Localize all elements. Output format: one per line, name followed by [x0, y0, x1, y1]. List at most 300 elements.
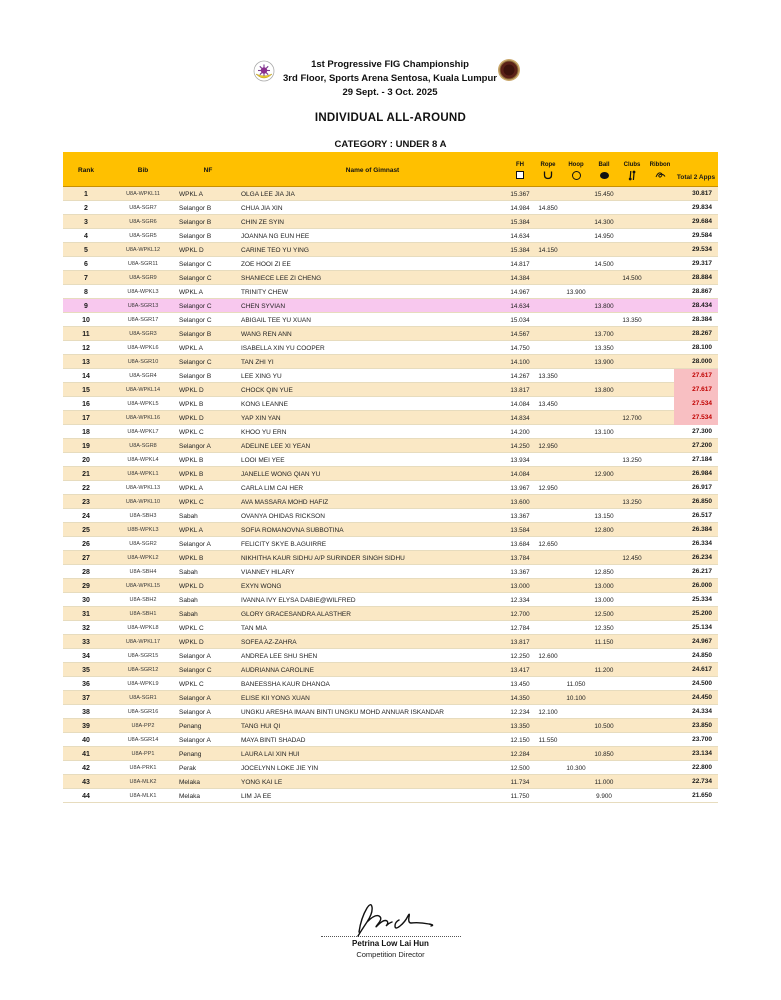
rank-cell: 39 [82, 722, 90, 730]
section-title: INDIVIDUAL ALL-AROUND [314, 112, 467, 124]
nf-cell: WPKL B [179, 456, 204, 464]
total-cell: 26.917 [692, 484, 712, 491]
bib-cell: U8A-WPKL2 [127, 555, 159, 561]
total-cell: 25.200 [692, 610, 712, 617]
total-cell: 27.534 [674, 411, 718, 425]
fh-score-cell: 13.350 [510, 722, 530, 730]
gymnast-name-cell: IVANNA IVY ELYSA DABIE@WILFRED [241, 596, 356, 604]
table-row [63, 453, 718, 467]
rank-cell: 29 [82, 582, 90, 590]
total-cell: 26.384 [692, 526, 712, 533]
table-row [63, 285, 718, 299]
ball-score-cell: 11.200 [594, 666, 614, 674]
nf-cell: Sabah [179, 610, 198, 618]
table-row [63, 551, 718, 565]
clubs-score-cell: 12.450 [622, 554, 642, 562]
fh-score-cell: 14.634 [510, 302, 530, 310]
ball-score-cell: 11.000 [594, 778, 614, 786]
fh-score-cell: 15.367 [510, 190, 530, 198]
total-cell: 28.884 [692, 274, 712, 281]
bib-cell: U8A-SGR4 [129, 373, 157, 379]
table-row [63, 383, 718, 397]
clubs-score-cell: 12.700 [622, 414, 642, 422]
nf-cell: Selangor C [179, 316, 212, 324]
bib-cell: U8A-PRK1 [129, 765, 157, 771]
gymnast-name-cell: OVANYA OHIDAS RICKSON [241, 512, 325, 520]
venue-line: 3rd Floor, Sports Arena Sentosa, Kuala Lumpur [283, 73, 497, 84]
gymnast-name-cell: CARLA LIM CAI HER [241, 484, 304, 492]
nf-cell: Melaka [179, 778, 200, 786]
rank-cell: 18 [82, 428, 90, 436]
nf-cell: Selangor A [179, 540, 211, 548]
fh-score-cell: 14.084 [510, 400, 530, 408]
fh-score-cell: 14.750 [510, 344, 530, 352]
table-row [63, 243, 718, 257]
fh-score-cell: 13.417 [510, 666, 530, 674]
clubs-label: Clubs [623, 161, 641, 168]
fh-score-cell: 13.784 [510, 554, 530, 562]
ribbon-label: Ribbon [649, 161, 671, 168]
bib-cell: U8A-SGR5 [129, 233, 157, 239]
table-row [63, 495, 718, 509]
bib-cell: U8A-WPKL7 [127, 429, 159, 435]
total-cell: 26.984 [692, 470, 712, 477]
nf-cell: WPKL B [179, 554, 204, 562]
bib-cell: U8A-WPKL1 [127, 471, 159, 477]
nf-cell: Perak [179, 764, 196, 772]
gymnast-name-cell: MAYA BINTI SHADAD [241, 736, 306, 744]
table-row [63, 411, 718, 425]
bib-cell: U8A-SGR17 [127, 317, 159, 323]
total-cell: 27.184 [692, 456, 712, 463]
bib-cell: U8A-SGR13 [127, 303, 159, 309]
gymnast-name-cell: AUDRIANNA CAROLINE [241, 666, 314, 674]
rank-cell: 15 [82, 386, 90, 394]
ball-score-cell: 13.100 [594, 428, 614, 436]
nf-cell: Selangor C [179, 274, 212, 282]
signature-block [0, 898, 781, 959]
bib-cell: U8A-SGR2 [129, 541, 157, 547]
gymnast-name-cell: JOCELYNN LOKE JIE YIN [241, 764, 319, 772]
total-cell: 27.617 [674, 383, 718, 397]
fh-score-cell: 14.984 [510, 204, 530, 212]
rope-score-cell: 12.100 [538, 708, 558, 716]
fh-score-cell: 14.267 [510, 372, 530, 380]
total-cell: 26.217 [692, 568, 712, 575]
gymnast-name-cell: ISABELLA XIN YU COOPER [241, 344, 325, 352]
bib-cell: U8A-SGR8 [129, 443, 157, 449]
rope-u-curve-icon [543, 170, 553, 181]
ball-score-cell: 12.500 [594, 610, 614, 618]
gymnast-name-cell: CHUA JIA XIN [241, 204, 283, 212]
signature-line [321, 936, 461, 937]
fh-score-cell: 12.700 [510, 610, 530, 618]
table-row [63, 355, 718, 369]
rank-cell: 27 [82, 554, 90, 562]
nf-cell: Penang [179, 750, 202, 758]
nf-cell: Sabah [179, 568, 198, 576]
bib-cell: U8A-SGR9 [129, 275, 157, 281]
bib-cell: U8A-WPKL13 [125, 485, 161, 491]
clubs-score-cell: 13.350 [622, 316, 642, 324]
gymnast-name-cell: ZOE HOOI ZI EE [241, 260, 291, 268]
nf-cell: WPKL C [179, 428, 204, 436]
gymnast-name-cell: TAN ZHI YI [241, 358, 274, 366]
rank-cell: 3 [84, 218, 88, 226]
ribbon-spiral-icon [655, 170, 666, 181]
total-cell: 29.834 [692, 204, 712, 211]
fh-score-cell: 14.567 [510, 330, 530, 338]
rank-cell: 24 [82, 512, 90, 520]
gymnast-name-cell: BANEESSHA KAUR DHANOA [241, 680, 330, 688]
rank-cell: 1 [84, 190, 88, 198]
filled-ball-icon [600, 170, 609, 181]
clubs-score-cell: 13.250 [622, 456, 642, 464]
nf-cell: Selangor A [179, 442, 211, 450]
nf-cell: WPKL D [179, 246, 204, 254]
total-cell: 24.850 [692, 652, 712, 659]
table-row [63, 579, 718, 593]
nf-cell: Selangor C [179, 302, 212, 310]
fh-score-cell: 14.817 [510, 260, 530, 268]
total-cell: 24.967 [692, 638, 712, 645]
fh-score-cell: 13.600 [510, 498, 530, 506]
rank-cell: 4 [84, 232, 88, 240]
bib-cell: U8A-WPKL3 [127, 289, 159, 295]
championship-title: 1st Progressive FIG Championship [311, 59, 469, 70]
rank-cell: 20 [82, 456, 90, 464]
fh-score-cell: 13.817 [510, 386, 530, 394]
fh-score-cell: 12.234 [510, 708, 530, 716]
gymnast-name-cell: YONG KAI LE [241, 778, 283, 786]
total-cell: 28.000 [692, 358, 712, 365]
rank-cell: 16 [82, 400, 90, 408]
ball-score-cell: 12.850 [594, 568, 614, 576]
bib-cell: U8A-WPKL5 [127, 401, 159, 407]
gymnast-name-cell: YAP XIN YAN [241, 414, 281, 422]
date-line: 29 Sept. - 3 Oct. 2025 [342, 87, 438, 98]
bib-cell: U8A-SGR14 [127, 737, 159, 743]
nf-cell: WPKL C [179, 498, 204, 506]
fh-score-cell: 13.817 [510, 638, 530, 646]
nf-cell: Selangor A [179, 694, 211, 702]
rank-cell: 22 [82, 484, 90, 492]
gymnast-name-cell: GLORY GRACESANDRA ALASTHER [241, 610, 351, 618]
bib-cell: U8B-WPKL3 [127, 527, 159, 533]
bib-cell: U8A-SBH3 [129, 513, 157, 519]
gymnast-name-cell: VIANNEY HILARY [241, 568, 295, 576]
table-row [63, 565, 718, 579]
total-cell: 25.334 [692, 596, 712, 603]
gymnast-name-cell: KHOO YU ERN [241, 428, 287, 436]
total-cell: 27.200 [692, 442, 712, 449]
table-row [63, 327, 718, 341]
nf-cell: Selangor B [179, 232, 212, 240]
total-cell: 28.867 [692, 288, 712, 295]
total-cell: 28.434 [692, 302, 712, 309]
rope-score-cell: 12.950 [538, 484, 558, 492]
nf-cell: WPKL A [179, 526, 203, 534]
nf-cell: Selangor B [179, 204, 212, 212]
fh-score-cell: 13.450 [510, 680, 530, 688]
clubs-score-cell: 13.250 [622, 498, 642, 506]
hoop-score-cell: 10.300 [566, 764, 586, 772]
ball-score-cell: 13.000 [594, 582, 614, 590]
category-label: CATEGORY : UNDER 8 A [334, 139, 447, 150]
nf-cell: Selangor C [179, 358, 212, 366]
table-row [63, 425, 718, 439]
table-row [63, 439, 718, 453]
rank-cell: 32 [82, 624, 90, 632]
gymnast-name-cell: KONG LEANNE [241, 400, 288, 408]
nf-cell: WPKL B [179, 400, 204, 408]
nf-cell: WPKL A [179, 288, 203, 296]
rank-cell: 35 [82, 666, 90, 674]
rank-cell: 42 [82, 764, 90, 772]
fh-score-cell: 12.334 [510, 596, 530, 604]
rank-cell: 21 [82, 470, 90, 478]
total-cell: 29.317 [692, 260, 712, 267]
bib-cell: U8A-WPKL14 [125, 387, 161, 393]
gymnast-name-cell: LEE XING YU [241, 372, 282, 380]
table-row [63, 341, 718, 355]
rank-cell: 2 [84, 204, 88, 212]
rope-score-cell: 12.950 [538, 442, 558, 450]
gymnast-name-cell: CARINE TEO YU YING [241, 246, 309, 254]
ball-score-cell: 13.150 [594, 512, 614, 520]
ball-score-cell: 14.500 [594, 260, 614, 268]
table-row [63, 719, 718, 733]
total-cell: 26.517 [692, 512, 712, 519]
column-header-total: Total 2 Apps [676, 174, 716, 181]
gymnast-name-cell: JANELLE WONG QIAN YU [241, 470, 321, 478]
bib-cell: U8A-MLK1 [129, 793, 157, 799]
rope-score-cell: 13.450 [538, 400, 558, 408]
hoop-score-cell: 10.100 [566, 694, 586, 702]
fh-score-cell: 13.000 [510, 582, 530, 590]
gymnast-name-cell: JOANNA NG EUN HEE [241, 232, 310, 240]
ball-score-cell: 12.900 [594, 470, 614, 478]
rank-cell: 30 [82, 596, 90, 604]
gymnast-name-cell: AVA MASSARA MOHD HAFIZ [241, 498, 329, 506]
gymnast-name-cell: LOOI MEI YEE [241, 456, 285, 464]
total-cell: 23.700 [692, 736, 712, 743]
table-row [63, 187, 718, 201]
ball-score-cell: 11.150 [594, 638, 614, 646]
ball-score-cell: 13.800 [594, 302, 614, 310]
gymnast-name-cell: SOFIA ROMANOVNA SUBBOTINA [241, 526, 344, 534]
total-cell: 22.800 [692, 764, 712, 771]
ball-score-cell: 12.350 [594, 624, 614, 632]
total-cell: 26.334 [692, 540, 712, 547]
table-row [63, 593, 718, 607]
table-row [63, 747, 718, 761]
rank-cell: 7 [84, 274, 88, 282]
total-cell: 26.000 [692, 582, 712, 589]
bib-cell: U8A-MLK2 [129, 779, 157, 785]
rank-cell: 17 [82, 414, 90, 422]
table-row [63, 299, 718, 313]
fh-score-cell: 14.834 [510, 414, 530, 422]
nf-cell: Sabah [179, 512, 198, 520]
rope-label: Rope [540, 161, 556, 168]
fh-score-cell: 12.250 [510, 652, 530, 660]
gymnast-name-cell: ELISE KII YONG XUAN [241, 694, 310, 702]
nf-cell: WPKL C [179, 624, 204, 632]
column-header-bib: Bib [137, 166, 149, 174]
column-header-fh [506, 152, 534, 188]
nf-cell: WPKL B [179, 470, 204, 478]
bib-cell: U8A-WPKL8 [127, 625, 159, 631]
total-cell: 27.300 [692, 428, 712, 435]
handwritten-signature [331, 898, 451, 940]
total-cell: 24.450 [692, 694, 712, 701]
ball-score-cell: 14.950 [594, 232, 614, 240]
table-row [63, 649, 718, 663]
gymnast-name-cell: WANG REN ANN [241, 330, 292, 338]
rank-cell: 37 [82, 694, 90, 702]
clubs-pair-icon [627, 170, 637, 181]
bib-cell: U8A-WPKL17 [125, 639, 161, 645]
fh-score-cell: 13.684 [510, 540, 530, 548]
fh-score-cell: 15.384 [510, 246, 530, 254]
bib-cell: U8A-SBH1 [129, 611, 157, 617]
gymnast-name-cell: CHIN ZE SYIN [241, 218, 284, 226]
total-cell: 27.617 [674, 369, 718, 383]
table-row [63, 201, 718, 215]
ball-score-cell: 14.300 [594, 218, 614, 226]
total-cell: 29.684 [692, 218, 712, 225]
table-row [63, 215, 718, 229]
bib-cell: U8A-SGR7 [129, 205, 157, 211]
ball-score-cell: 9.900 [596, 792, 612, 800]
rank-cell: 14 [82, 372, 90, 380]
nf-cell: Selangor A [179, 652, 211, 660]
ball-score-cell: 12.800 [594, 526, 614, 534]
table-row [63, 271, 718, 285]
fh-score-cell: 11.734 [510, 778, 530, 786]
rank-cell: 8 [84, 288, 88, 296]
fh-score-cell: 13.934 [510, 456, 530, 464]
rank-cell: 36 [82, 680, 90, 688]
bib-cell: U8A-SBH4 [129, 569, 157, 575]
total-cell: 24.500 [692, 680, 712, 687]
column-header-name: Name of Gimnast [345, 166, 400, 174]
bib-cell: U8A-SGR1 [129, 695, 157, 701]
fh-score-cell: 15.384 [510, 218, 530, 226]
rope-score-cell: 12.600 [538, 652, 558, 660]
rope-score-cell: 12.650 [538, 540, 558, 548]
table-header-row [63, 152, 718, 187]
rank-cell: 11 [82, 330, 90, 338]
rank-cell: 12 [82, 344, 90, 352]
rank-cell: 13 [82, 358, 90, 366]
rank-cell: 40 [82, 736, 90, 744]
table-row [63, 537, 718, 551]
ball-score-cell: 15.450 [594, 190, 614, 198]
ball-score-cell: 13.900 [594, 358, 614, 366]
fh-score-cell: 13.367 [510, 568, 530, 576]
column-header-hoop [562, 152, 590, 188]
gymnast-name-cell: ABIGAIL TEE YU XUAN [241, 316, 311, 324]
total-cell: 23.134 [692, 750, 712, 757]
column-header-ball [590, 152, 618, 188]
total-cell: 26.234 [692, 554, 712, 561]
square-outline-icon [516, 170, 524, 181]
nf-cell: Selangor B [179, 330, 212, 338]
rank-cell: 6 [84, 260, 88, 268]
bib-cell: U8A-WPKL9 [127, 681, 159, 687]
ball-score-cell: 13.350 [594, 344, 614, 352]
nf-cell: Selangor B [179, 218, 212, 226]
total-cell: 22.734 [692, 778, 712, 785]
table-row [63, 691, 718, 705]
gymnast-name-cell: CHEN SYVIAN [241, 302, 286, 310]
total-cell: 21.650 [692, 792, 712, 799]
table-row [63, 705, 718, 719]
bib-cell: U8A-PP1 [131, 751, 155, 757]
table-row [63, 677, 718, 691]
fh-score-cell: 14.967 [510, 288, 530, 296]
nf-cell: Melaka [179, 792, 200, 800]
column-header-clubs [618, 152, 646, 188]
rank-cell: 44 [82, 792, 90, 800]
nf-cell: WPKL C [179, 680, 204, 688]
total-cell: 26.850 [692, 498, 712, 505]
rank-cell: 38 [82, 708, 90, 716]
ball-label: Ball [598, 161, 610, 168]
total-cell: 29.534 [692, 246, 712, 253]
rank-cell: 34 [82, 652, 90, 660]
fh-score-cell: 12.284 [510, 750, 530, 758]
bib-cell: U8A-WPKL12 [125, 247, 161, 253]
total-cell: 24.617 [692, 666, 712, 673]
nf-cell: Penang [179, 722, 202, 730]
rank-cell: 25 [82, 526, 90, 534]
total-cell: 23.850 [692, 722, 712, 729]
column-header-nf: NF [203, 166, 213, 174]
fh-label: FH [516, 161, 524, 168]
gymnast-name-cell: CHOCK QIN YUE [241, 386, 293, 394]
fh-score-cell: 14.250 [510, 442, 530, 450]
bib-cell: U8A-SGR12 [127, 667, 159, 673]
bib-cell: U8A-SGR11 [127, 261, 159, 267]
circle-outline-icon [572, 170, 581, 181]
ball-score-cell: 13.700 [594, 330, 614, 338]
nf-cell: WPKL A [179, 344, 203, 352]
table-row [63, 481, 718, 495]
fh-score-cell: 13.367 [510, 512, 530, 520]
fh-score-cell: 12.784 [510, 624, 530, 632]
table-row [63, 467, 718, 481]
table-row [63, 663, 718, 677]
table-row [63, 635, 718, 649]
signatory-name: Petrina Low Lai Hun [352, 939, 429, 948]
rank-cell: 41 [82, 750, 90, 758]
gymnast-name-cell: TRINITY CHEW [241, 288, 288, 296]
nf-cell: Selangor A [179, 736, 211, 744]
rank-cell: 10 [82, 316, 90, 324]
rope-score-cell: 14.850 [538, 204, 558, 212]
rank-cell: 43 [82, 778, 90, 786]
rope-score-cell: 11.550 [538, 736, 558, 744]
nf-cell: WPKL D [179, 386, 204, 394]
gymnast-name-cell: TANG HUI QI [241, 722, 281, 730]
rope-score-cell: 14.150 [538, 246, 558, 254]
clubs-score-cell: 14.500 [622, 274, 642, 282]
table-row [63, 733, 718, 747]
bib-cell: U8A-SGR15 [127, 653, 159, 659]
